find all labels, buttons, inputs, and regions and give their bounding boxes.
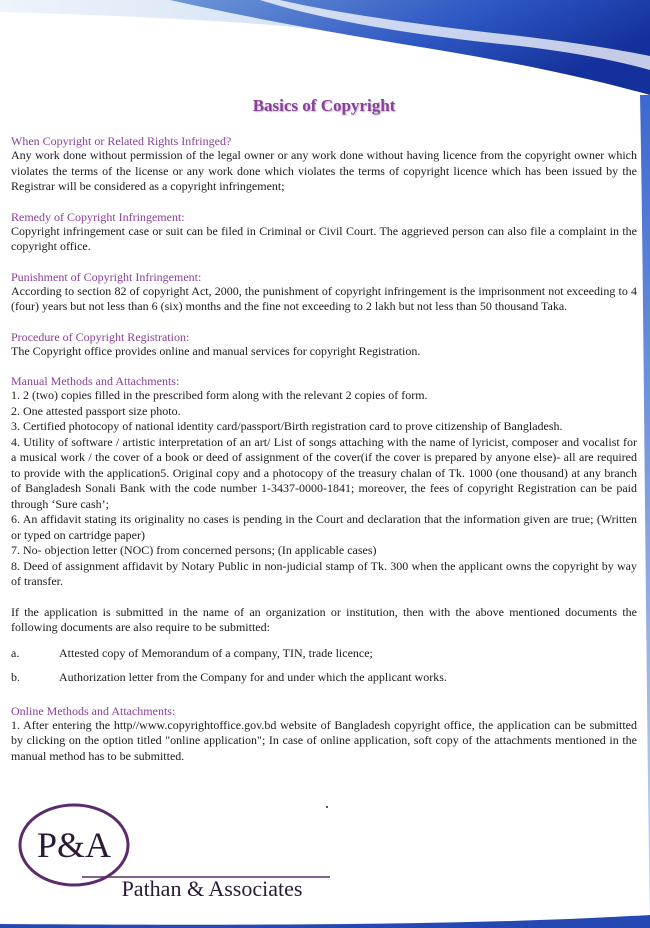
list-item: 4. Utility of software / artistic interpretation of an art/ List of songs attaching with the name of lyricist, composer and vocalist for a musical work / the cover of a book or deed of assignment of the cover(if the cover is prepared by anyone else)- all are required to provide with the application5. Original copy and a photocopy of the treasury chalan of Tk. 1000 (one thousand) at any branch of Bangladesh Sonali Bank with the code number 1-3437-0000-1841; moreover, the fees of copyright Registration can be paid through ‘Sure cash’; [11, 434, 637, 511]
document-body [11, 96, 637, 779]
section-heading: Punishment of Copyright Infringement: [11, 269, 202, 284]
section-heading: Procedure of Copyright Registration: [11, 329, 190, 344]
section-body: Copyright infringement case or suit can be filed in Criminal or Civil Court. The aggrieved person can also file a complaint in the copyright office. [11, 223, 637, 253]
list-item: 2. One attested passport size photo. [11, 403, 181, 418]
item-text: Authorization letter from the Company for and under which the applicant works. [59, 670, 447, 684]
list-item: 3. Certified photocopy of national identity card/passport/Birth registration card to prove citizenship of Bangladesh. [11, 419, 563, 433]
section-online [11, 704, 637, 765]
section-punishment [11, 270, 637, 315]
section-infringed [11, 134, 637, 195]
firm-logo [12, 793, 338, 905]
page-title: Basics of Copyright [252, 96, 396, 115]
section-body: Any work done without permission of the legal owner or any work done without having licence from the copyright owner which violates the terms of the license or any work done which violates the terms of copyright licence which has been issued by the Registrar will be considered as a copyright infringement; [11, 148, 637, 193]
list-item [11, 670, 637, 686]
section-body: 1. After entering the http//www.copyrightoffice.gov.bd website of Bangladesh copyright office, the application can be submitted by clicking on the option titled "online application"; In case of online application, soft copy of the attachments mentioned in the manual method has to be submitted. [11, 717, 637, 763]
list-item [11, 646, 637, 662]
list-item: 1. 2 (two) copies filled in the prescribed form along with the relevant 2 copies of form. [11, 388, 428, 402]
manual-attachments-list [11, 388, 637, 590]
logo-firm-name: Pathan & Associates [121, 876, 303, 901]
logo-monogram: P&A [36, 825, 112, 865]
section-remedy [11, 210, 637, 255]
section-heading: Remedy of Copyright Infringement: [11, 209, 185, 224]
section-heading: Manual Methods and Attachments: [11, 374, 180, 388]
organization-paragraph: If the application is submitted in the name of an organization or institution, then with the above mentioned documents the following documents are also require to be submitted: [11, 604, 637, 634]
list-item: 8. Deed of assignment affidavit by Notary Public in non-judicial stamp of Tk. 300 when the applicant owns the copyright by way of transfer. [11, 558, 637, 588]
logo-graphic [12, 793, 338, 905]
item-letter: a. [11, 645, 20, 660]
section-heading: When Copyright or Related Rights Infringed? [11, 134, 232, 148]
item-text: Attested copy of Memorandum of a company, TIN, trade licence; [59, 645, 373, 660]
organization-documents-list [11, 646, 637, 686]
section-body: According to section 82 of copyright Act, 2000, the punishment of copyright infringement is the imprisonment not exceeding to 4 (four) years but not less than 6 (six) months and the fine not exceeding to 2 lakh but not less than 50 thousand Taka. [11, 283, 637, 313]
logo-mark-dot [326, 806, 328, 808]
section-body: The Copyright office provides online and manual services for copyright Registration. [11, 343, 421, 358]
section-manual [11, 374, 637, 590]
item-letter: b. [11, 670, 20, 684]
list-item: 7. No- objection letter (NOC) from concerned persons; (In applicable cases) [11, 543, 377, 557]
section-procedure [11, 330, 637, 360]
list-item: 6. An affidavit stating its originality no cases is pending in the Court and declaration that the information given are true; (Written or typed on cartridge paper) [11, 512, 637, 542]
section-heading: Online Methods and Attachments: [11, 703, 176, 718]
